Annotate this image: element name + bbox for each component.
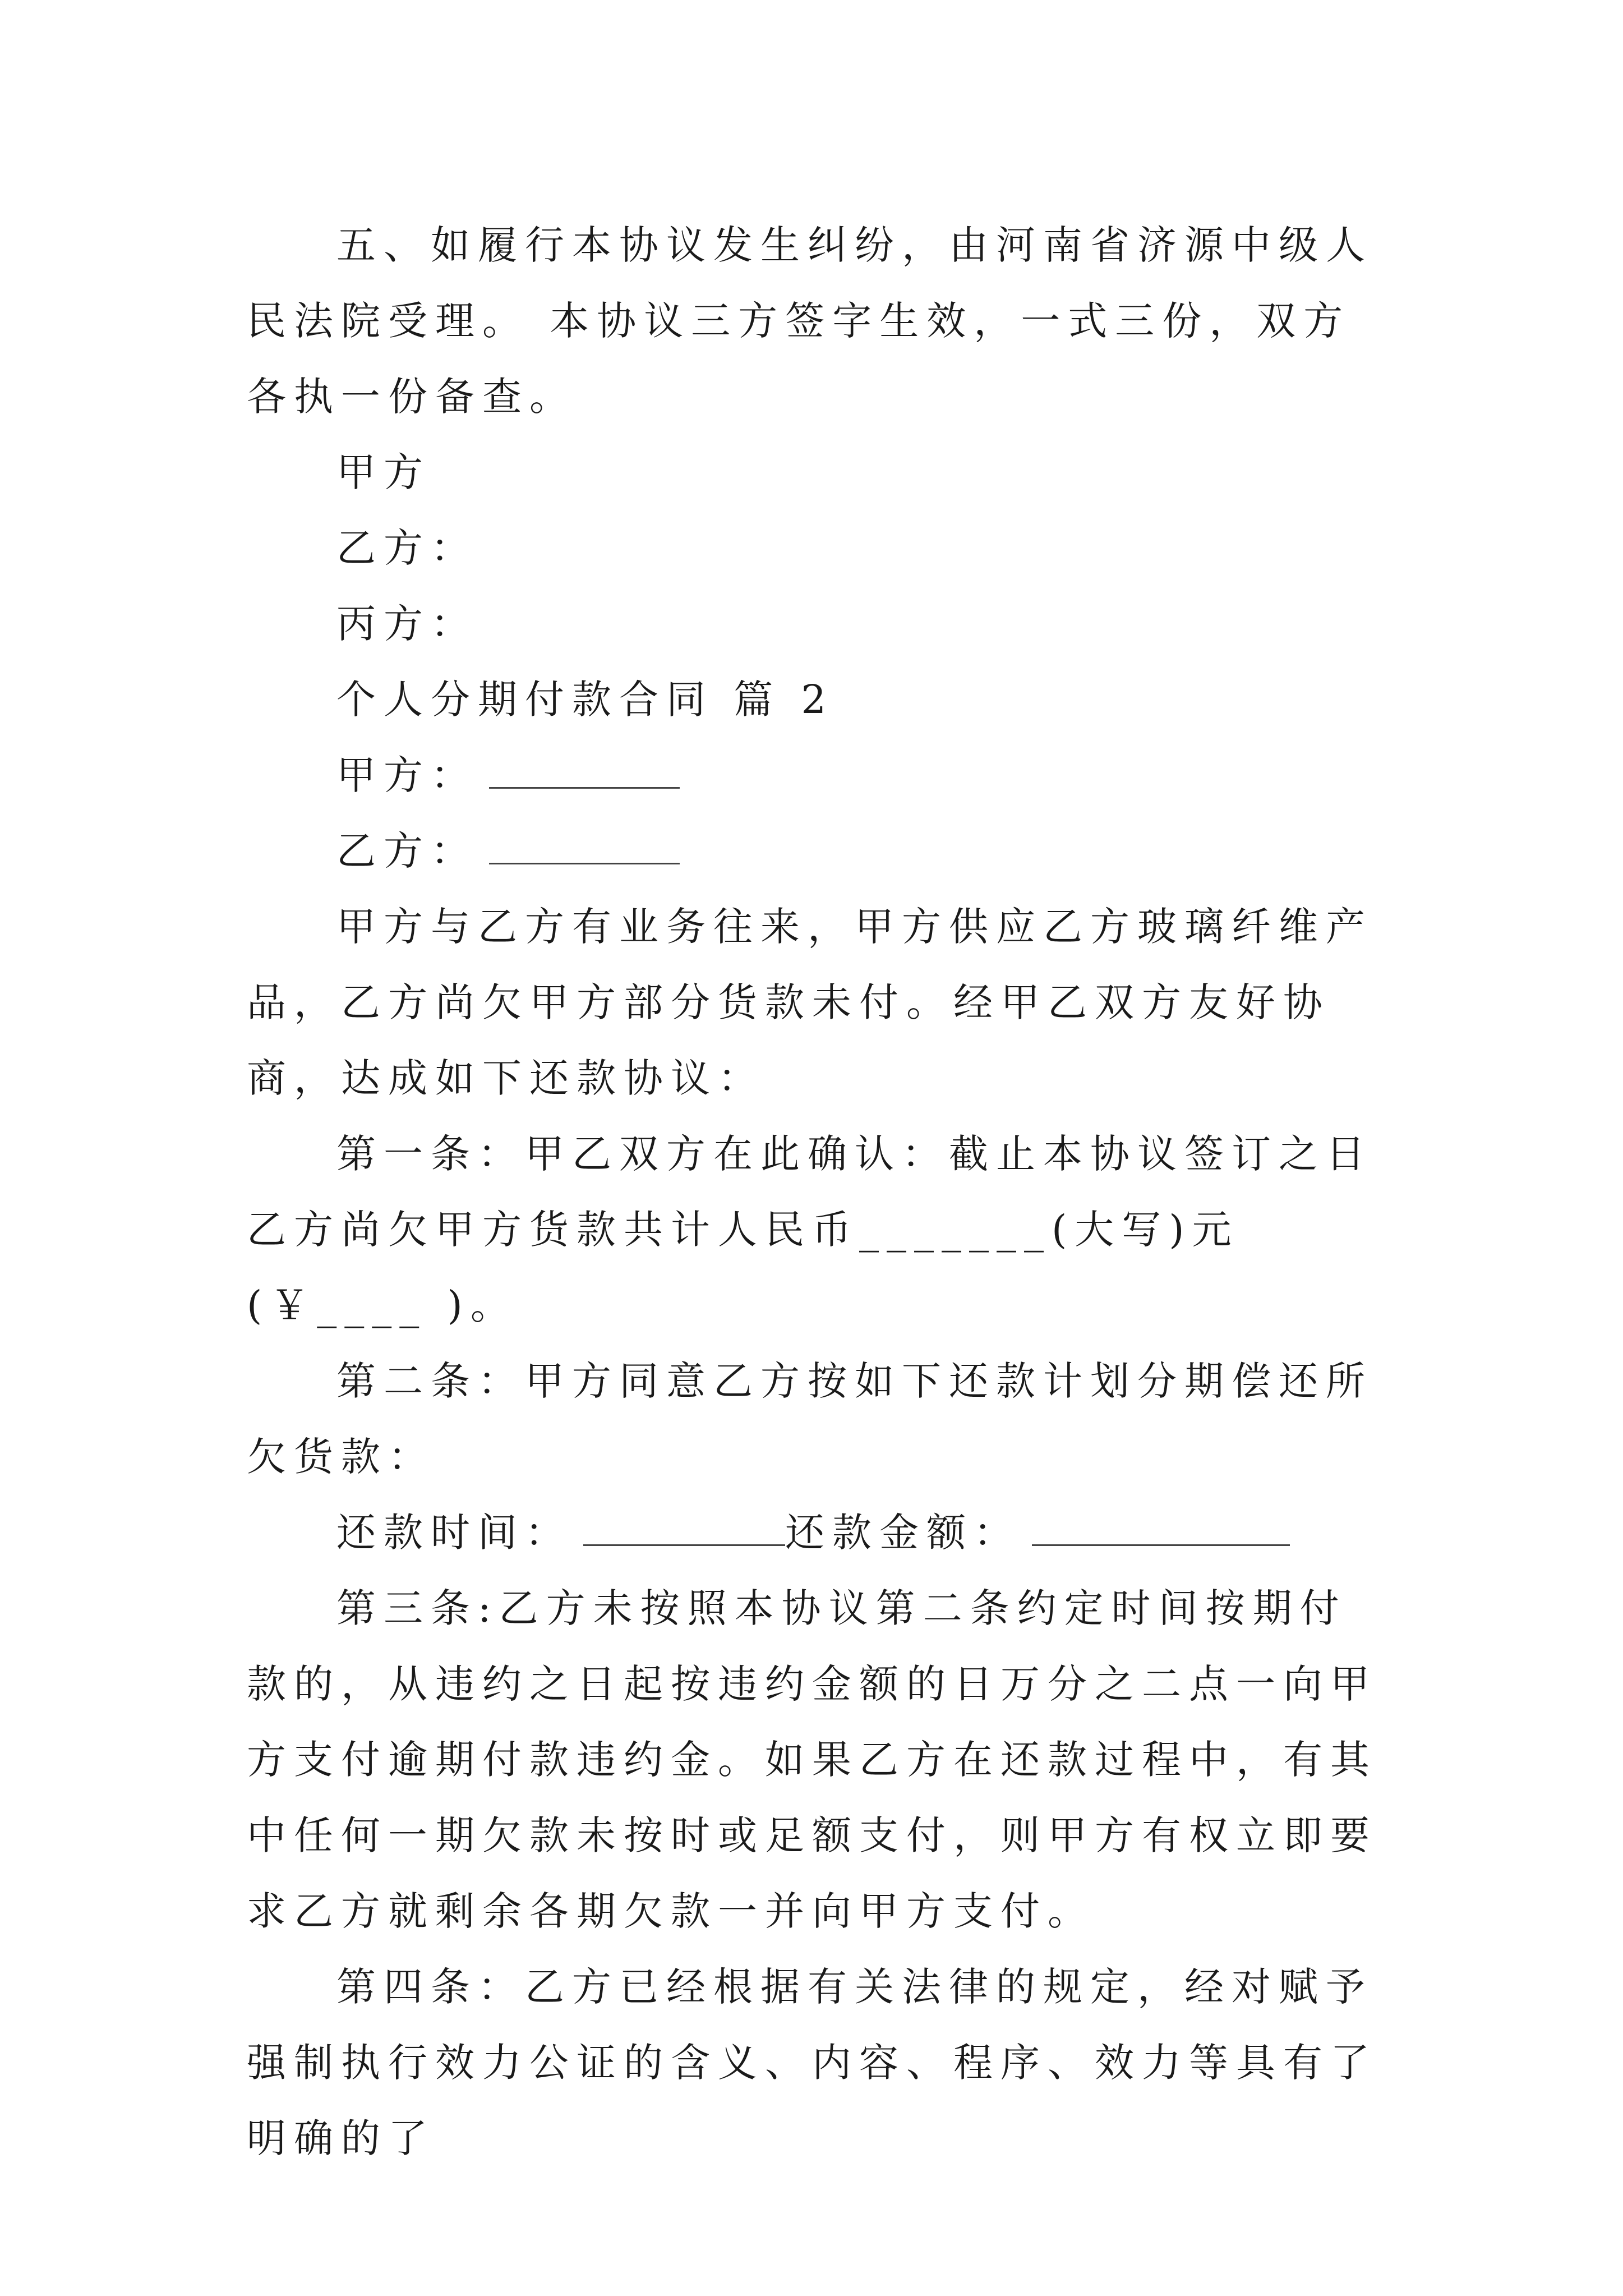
repay-amount-blank <box>1032 1499 1290 1546</box>
party-b-label: 乙方： <box>336 828 478 874</box>
party-a-field <box>247 738 1391 813</box>
repay-amount-label: 还款金额： <box>785 1510 1021 1556</box>
party-b-field <box>247 813 1391 889</box>
document-body <box>247 208 1391 2177</box>
article-1-paragraph: 第一条：甲乙双方在此确认：截止本协议签订之日乙方尚欠甲方货款共计人民币_______(大写)元(￥____ )。 <box>247 1131 1373 1328</box>
repay-time-label: 还款时间： <box>336 1510 572 1556</box>
article-2-paragraph: 第二条：甲方同意乙方按如下还款计划分期偿还所欠货款： <box>247 1358 1373 1480</box>
repayment-schedule-line <box>247 1495 1391 1571</box>
article-4-paragraph: 第四条：乙方已经根据有关法律的规定，经对赋予强制执行效力公证的含义、内容、程序、效力等具有了明确的了 <box>247 1964 1377 2161</box>
party-a-signature-line: 甲方 <box>336 449 431 495</box>
party-b-blank <box>489 818 680 864</box>
repay-time-blank <box>583 1499 785 1546</box>
party-c-signature-line: 丙方： <box>336 601 478 647</box>
article-3-paragraph: 第三条:乙方未按照本协议第二条约定时间按期付款的，从违约之日起按违约金额的日万分之二点一向甲方支付逾期付款违约金。如果乙方在还款过程中，有其中任何一期欠款未按时或足额支付，则甲方有权立即要求乙方就剩余各期欠款一并向甲方支付。 <box>247 1585 1377 1934</box>
clause-5-paragraph: 五、如履行本协议发生纠纷，由河南省济源中级人民法院受理。 本协议三方签字生效，一式三份，双方各执一份备查。 <box>247 222 1373 420</box>
section-title: 个人分期付款合同 篇 2 <box>336 677 834 723</box>
party-a-blank <box>489 742 680 789</box>
party-b-signature-line: 乙方： <box>336 525 478 571</box>
party-a-label: 甲方： <box>336 752 478 798</box>
intro-paragraph: 甲方与乙方有业务往来，甲方供应乙方玻璃纤维产品，乙方尚欠甲方部分货款未付。经甲乙双方友好协商，达成如下还款协议： <box>247 904 1373 1101</box>
